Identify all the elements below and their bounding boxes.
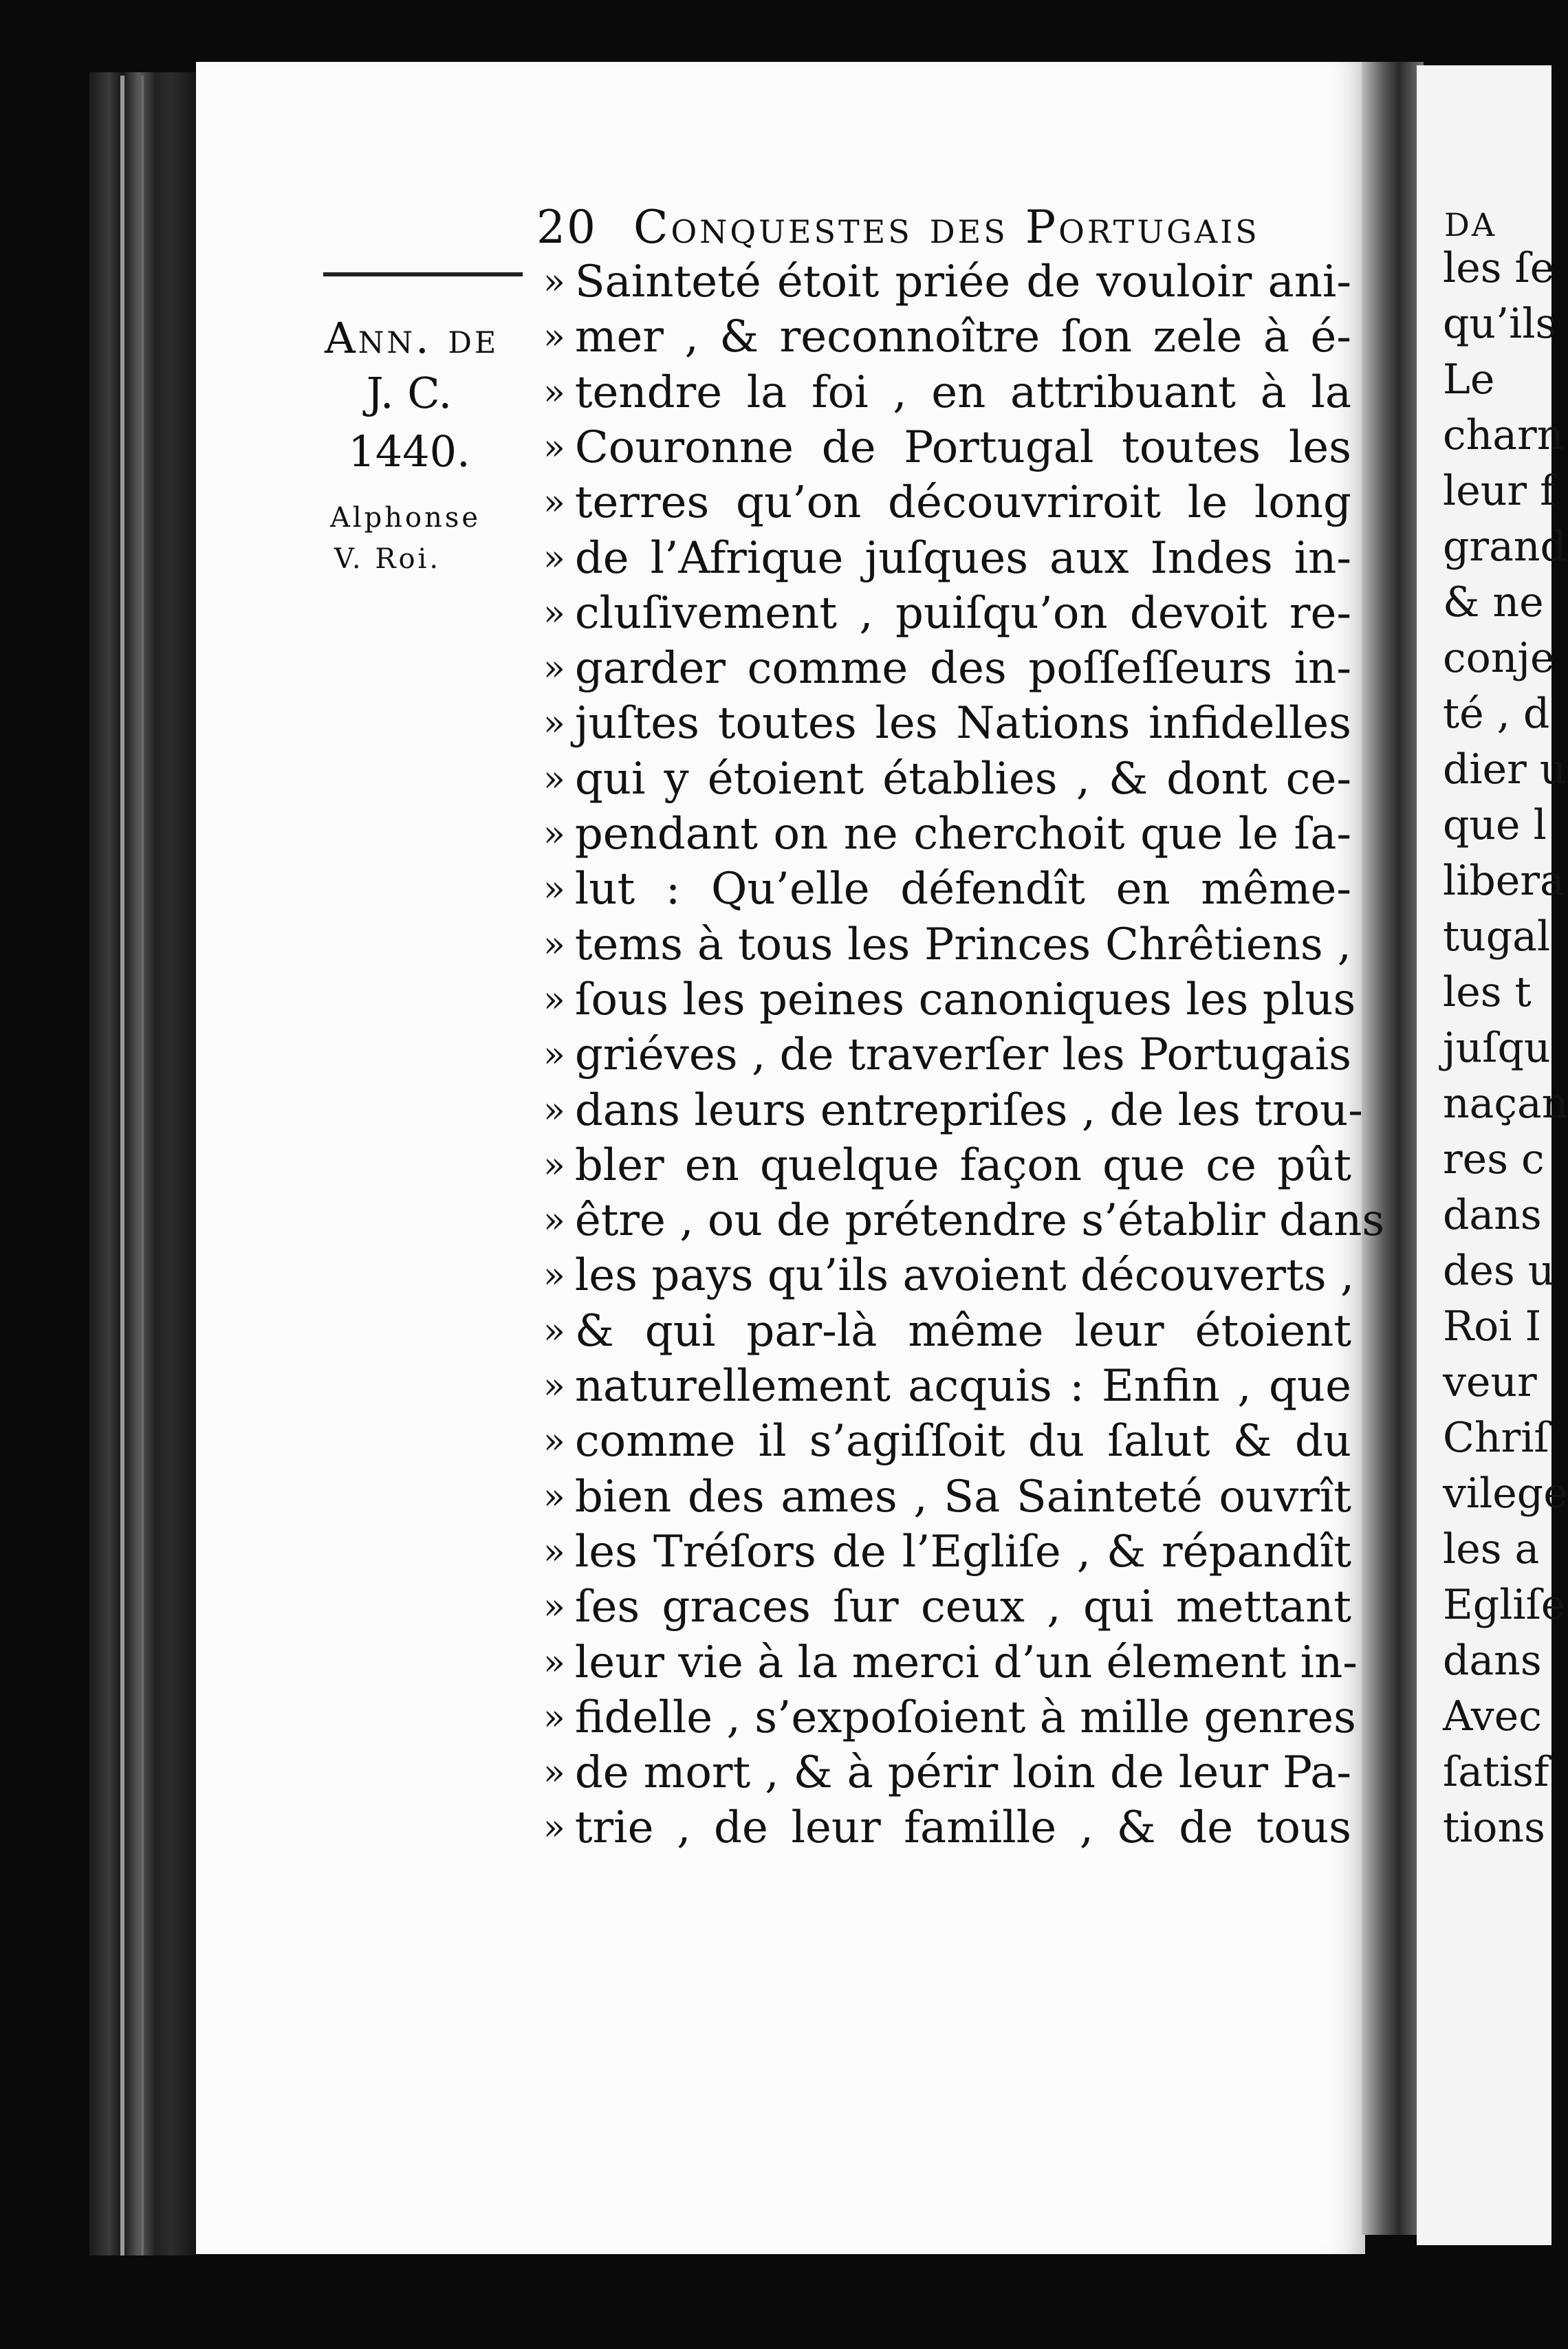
line-text: pendant on ne cherchoit que le ſa-	[574, 809, 1351, 860]
right-text-line: dans	[1443, 1191, 1542, 1239]
right-text-line: Egliſe	[1443, 1581, 1566, 1629]
line-text: dans leurs entrepriſes , de les trou-	[574, 1084, 1363, 1136]
text-line	[543, 972, 1356, 1027]
text-line	[543, 1470, 1351, 1525]
text-line	[543, 1138, 1351, 1193]
quote-mark: »	[543, 703, 565, 745]
line-text: tems à tous les Princes Chrêtiens ,	[574, 919, 1351, 970]
right-text-line: Avec	[1443, 1692, 1542, 1740]
right-text-line: dans	[1443, 1637, 1542, 1685]
text-line	[543, 1304, 1351, 1359]
quote-mark: »	[543, 592, 565, 634]
right-page	[1417, 65, 1568, 2245]
right-text-line: des u	[1443, 1247, 1555, 1295]
right-text-line: vilege	[1443, 1470, 1568, 1518]
text-line	[543, 365, 1351, 420]
right-text-line: libera	[1443, 857, 1565, 905]
quote-mark: »	[543, 1807, 565, 1849]
text-line	[543, 1414, 1351, 1469]
book-gutter	[1362, 62, 1424, 2235]
text-line	[543, 309, 1351, 364]
page-edge-line	[120, 76, 124, 2255]
text-line	[543, 1083, 1363, 1138]
line-text: comme il s’agiſſoit du ſalut & du	[574, 1416, 1351, 1467]
line-text: ſes graces ſur ceux , qui mettant	[574, 1582, 1351, 1633]
right-text-line: Le	[1443, 356, 1495, 404]
margin-jc: J. C.	[366, 368, 453, 418]
text-line	[543, 1027, 1351, 1082]
line-text: griéves , de traverſer les Portugais	[574, 1029, 1351, 1081]
right-text-line: ſatisf	[1443, 1748, 1549, 1796]
book-edge-left	[89, 72, 199, 2255]
quote-mark: »	[543, 426, 565, 468]
line-text: bien des ames , Sa Sainteté ouvrît	[574, 1471, 1351, 1522]
line-text: qui y étoient établies , & dont ce-	[574, 753, 1351, 805]
quote-mark: »	[543, 1255, 565, 1297]
quote-mark: »	[543, 1696, 565, 1738]
text-line	[543, 641, 1351, 696]
text-line	[543, 696, 1351, 751]
quote-mark: »	[543, 1144, 565, 1186]
text-line	[543, 1635, 1358, 1690]
right-text-line: les a	[1443, 1525, 1540, 1573]
text-line	[543, 1800, 1351, 1855]
line-text: les Tréſors de l’Egliſe , & répandît	[574, 1526, 1351, 1577]
text-line	[543, 752, 1351, 807]
quote-mark: »	[543, 316, 565, 358]
line-text: juſtes toutes les Nations infidelles	[574, 698, 1351, 750]
text-line	[543, 531, 1351, 586]
text-line	[543, 420, 1351, 475]
text-line	[543, 862, 1351, 917]
line-text: de l’Afrique juſques aux Indes in-	[574, 532, 1351, 584]
text-line	[543, 586, 1351, 641]
quote-mark: »	[543, 868, 565, 910]
margin-ann-text: Ann. de	[325, 313, 499, 363]
quote-mark: »	[543, 924, 565, 965]
line-text: garder comme des poſſeſſeurs in-	[574, 643, 1351, 695]
line-text: trie , de leur famille , & de tous	[574, 1802, 1351, 1854]
text-line	[543, 1690, 1356, 1745]
quote-mark: »	[543, 1310, 565, 1352]
right-text-line: leur f	[1443, 467, 1556, 515]
right-page-header: DA	[1444, 206, 1497, 243]
text-line	[543, 1745, 1351, 1800]
right-text-line: & ne	[1443, 578, 1544, 626]
text-line	[543, 254, 1351, 309]
line-text: naturellement acquis : Enfin , que	[574, 1361, 1351, 1412]
quote-mark: »	[543, 979, 565, 1020]
quote-mark: »	[543, 371, 565, 413]
right-text-line: les ſe	[1443, 244, 1555, 292]
quote-mark: »	[543, 1421, 565, 1463]
text-line	[543, 1525, 1351, 1580]
quote-mark: »	[543, 1476, 565, 1518]
quote-mark: »	[543, 1752, 565, 1794]
text-line	[543, 1580, 1351, 1635]
quote-mark: »	[543, 1200, 565, 1242]
line-text: terres qu’on découvriroit le long	[574, 477, 1351, 529]
margin-king-name: Alphonse	[330, 502, 481, 534]
quote-mark: »	[543, 1366, 565, 1407]
margin-year-label	[325, 313, 538, 363]
right-text-line: les t	[1443, 968, 1532, 1016]
quote-mark: »	[543, 1089, 565, 1131]
quote-mark: »	[543, 261, 565, 303]
right-text-line: conje	[1443, 634, 1555, 682]
text-line	[543, 475, 1351, 530]
line-text: cluſivement , puiſqu’on devoit re-	[574, 587, 1351, 639]
line-text: & qui par-là même leur étoient	[574, 1305, 1351, 1357]
right-text-line: res c	[1443, 1135, 1545, 1183]
line-text: être , ou de prétendre s’établir dans	[574, 1195, 1385, 1247]
running-title: Conquestes des Portugais	[633, 201, 1260, 254]
line-text: les pays qu’ils avoient découverts ,	[574, 1250, 1355, 1302]
margin-king-title: V. Roi.	[334, 543, 442, 575]
quote-mark: »	[543, 813, 565, 855]
right-text-line: tugal	[1443, 913, 1551, 961]
quote-mark: »	[543, 537, 565, 579]
margin-year: 1440.	[348, 426, 470, 477]
text-line	[543, 917, 1351, 972]
right-text-line: veur	[1443, 1358, 1537, 1406]
line-text: de mort , & à périr loin de leur Pa-	[574, 1747, 1351, 1799]
right-text-line: qu’ils	[1443, 300, 1557, 348]
quote-mark: »	[543, 648, 565, 690]
quote-mark: »	[543, 1531, 565, 1573]
page-number: 20	[536, 201, 597, 254]
line-text: ſous les peines canoniques les plus	[574, 974, 1356, 1025]
right-text-line: naçan	[1443, 1080, 1568, 1128]
quote-mark: »	[543, 1641, 565, 1683]
right-text-line: Chriſ	[1443, 1414, 1549, 1462]
text-line	[543, 1359, 1351, 1414]
text-line	[543, 807, 1351, 862]
page-header	[536, 201, 1348, 254]
right-text-line: juſqu	[1443, 1024, 1551, 1072]
right-text-line: té , d	[1443, 690, 1550, 738]
line-text: Sainteté étoit priée de vouloir ani-	[574, 256, 1351, 307]
page-edge-line	[141, 76, 144, 2255]
line-text: Couronne de Portugal toutes les	[574, 422, 1351, 473]
right-text-line: dier u	[1443, 745, 1567, 794]
line-text: fidelle , s’expoſoient à mille genres	[574, 1692, 1356, 1743]
quote-mark: »	[543, 1586, 565, 1628]
margin-rule	[323, 272, 523, 276]
text-line	[543, 1248, 1355, 1303]
line-text: mer , & reconnoître ſon zele à é-	[574, 312, 1351, 363]
quote-mark: »	[543, 482, 565, 524]
right-text-line: Roi I	[1443, 1302, 1542, 1351]
right-text-line: charn	[1443, 411, 1564, 459]
quote-mark: »	[543, 1034, 565, 1076]
line-text: leur vie à la merci d’un élement in-	[574, 1637, 1358, 1688]
right-text-line: tions	[1443, 1804, 1545, 1852]
line-text: lut : Qu’elle défendît en même-	[574, 864, 1351, 915]
quote-mark: »	[543, 758, 565, 800]
right-text-line: que l	[1443, 801, 1547, 849]
line-text: bler en quelque façon que ce pût	[574, 1139, 1351, 1191]
text-line	[543, 1193, 1385, 1248]
line-text: tendre la foi , en attribuant à la	[574, 367, 1351, 418]
right-text-line: grand	[1443, 523, 1567, 571]
